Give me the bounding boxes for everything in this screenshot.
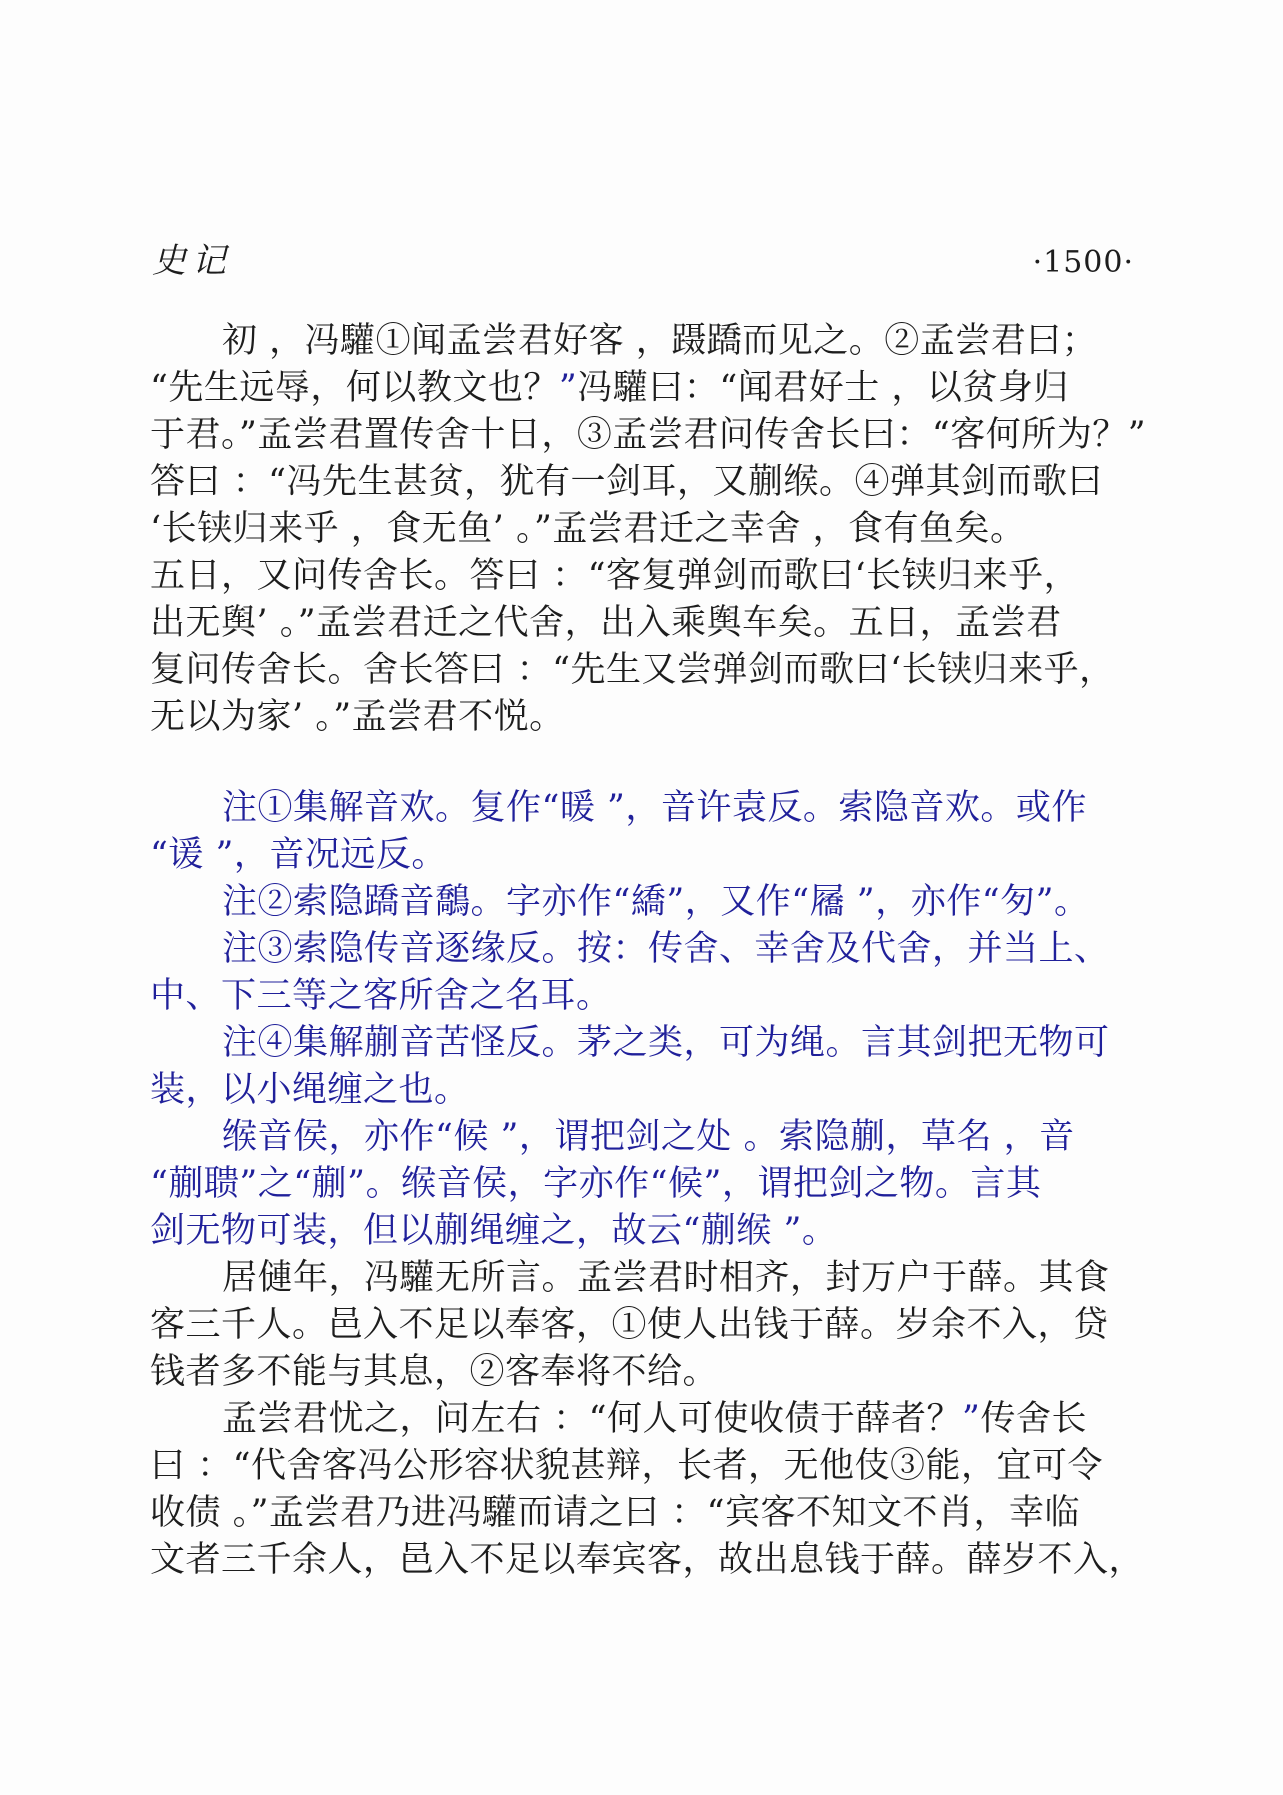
text-line (150, 1302, 1160, 1349)
book-title: 史记 (152, 241, 232, 281)
text-run: 孟尝君忧之，问左右 ：“何人可使收债于薛者？ (222, 1399, 963, 1439)
page-header (152, 233, 1134, 282)
text-run: 于君。”孟尝君置传舍十日，③孟尝君问传舍长曰：“客何所为？” (150, 415, 1147, 455)
text-run: 缑音侯，亦作“候 ”，谓把剑之处 。索隐蒯，草名 ，音 (222, 1117, 1075, 1157)
text-run: 曰 ：“代舍客冯公形容状貌甚辩，长者，无他伎③能，宜可令 (150, 1446, 1104, 1486)
text-line (150, 412, 1160, 459)
text-run: 装，以小绳缠之也。 (150, 1070, 470, 1110)
text-run: 文者三千余人，邑入不足以奉宾客，故出息钱于薛。薛岁不入， (150, 1540, 1145, 1580)
body-text (150, 318, 1160, 1584)
text-run: 注④集解蒯音苦怪反。茅之类，可为绳。言其剑把无物可 (222, 1023, 1110, 1063)
text-run: 传舍长 (980, 1399, 1087, 1439)
paragraph-gap (150, 741, 1160, 785)
text-run: 注②索隐蹻音鷮。字亦作“繑”，又作“屩 ”，亦作“匇”。 (222, 882, 1090, 922)
text-run: 注③索隐传音逐缘反。按：传舍、幸舍及代舍，并当上、 (222, 929, 1110, 969)
text-line (150, 1490, 1160, 1537)
text-line (150, 1255, 1160, 1302)
text-run: 收债 。”孟尝君乃进冯驩而请之曰 ：“宾客不知文不肖，幸临 (150, 1493, 1081, 1533)
text-run: “先生远辱，何以教文也？ (150, 368, 559, 408)
text-line (150, 694, 1160, 741)
text-run: 冯驩曰：“闻君好士 ，以贫身归 (577, 368, 1069, 408)
text-line (150, 459, 1160, 506)
text-line (150, 1114, 1160, 1161)
text-line (150, 973, 1160, 1020)
text-line (150, 600, 1160, 647)
text-run: 钱者多不能与其息，②客奉将不给。 (150, 1352, 719, 1392)
text-run: 居僆年，冯驩无所言。孟尝君时相齐，封万户于薛。其食 (222, 1258, 1110, 1298)
text-run: 中、下三等之客所舍之名耳。 (150, 976, 612, 1016)
page-number: ·1500· (1032, 245, 1134, 280)
text-run: ” (558, 368, 578, 408)
text-line (150, 879, 1160, 926)
text-line (150, 647, 1160, 694)
text-run: ” (962, 1399, 981, 1439)
text-run: 答曰 ：“冯先生甚贫，犹有一剑耳，又蒯缑。④弹其剑而歌曰 (150, 462, 1104, 502)
text-run: “谖 ”，音况远反。 (150, 835, 447, 875)
text-line (150, 1537, 1160, 1584)
text-run: 注①集解音欢。复作“暖 ”，音许袁反。索隐音欢。或作 (222, 788, 1087, 828)
text-run: 初 ，冯驩①闻孟尝君好客 ，蹑蹻而见之。②孟尝君曰； (222, 321, 1098, 361)
text-line (150, 1396, 1160, 1443)
text-line (150, 318, 1160, 365)
text-run: 剑无物可装，但以蒯绳缠之，故云“蒯缑 ”。 (150, 1211, 838, 1251)
text-line (150, 1161, 1160, 1208)
text-line (150, 1349, 1160, 1396)
text-line (150, 365, 1160, 412)
text-run: 无以为家’ 。”孟尝君不悦。 (150, 697, 565, 737)
text-line (150, 832, 1160, 879)
text-line (150, 1208, 1160, 1255)
text-run: 客三千人。邑入不足以奉客，①使人出钱于薛。岁余不入，贷 (150, 1305, 1109, 1345)
text-line (150, 506, 1160, 553)
text-line (150, 1443, 1160, 1490)
text-run: ‘长铗归来乎 ，食无鱼’ 。”孟尝君迁之幸舍 ，食有鱼矣。 (150, 509, 1026, 549)
text-run: 复问传舍长。舍长答曰 ：“先生又尝弹剑而歌曰‘长铗归来乎， (150, 650, 1115, 690)
text-line (150, 1067, 1160, 1114)
text-run: 出无舆’ 。”孟尝君迁之代舍，出入乘舆车矣。五日，孟尝君 (150, 603, 1062, 643)
text-line (150, 1020, 1160, 1067)
text-run: “蒯聩”之“蒯”。缑音侯，字亦作“候”，谓把剑之物。言其 (150, 1164, 1042, 1204)
text-line (150, 553, 1160, 600)
text-line (150, 785, 1160, 832)
text-run: 五日，又问传舍长。答曰 ：“客复弹剑而歌曰‘长铗归来乎， (150, 556, 1080, 596)
text-line (150, 926, 1160, 973)
